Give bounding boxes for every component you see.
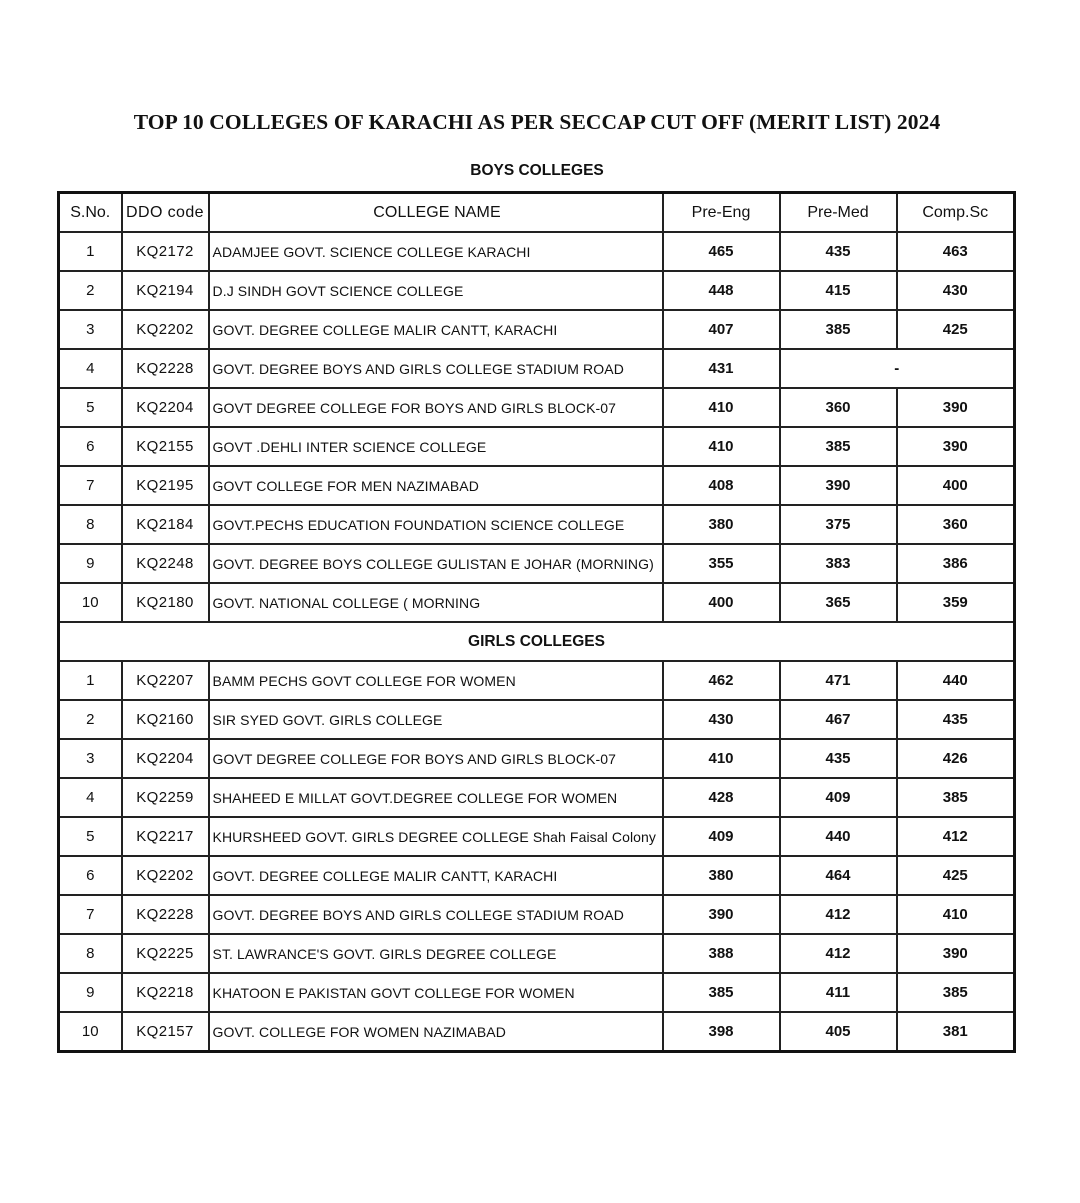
header-pre-med: Pre-Med: [780, 193, 897, 233]
header-college-name: COLLEGE NAME: [209, 193, 663, 233]
cell-pre-eng: 431: [663, 349, 780, 388]
cell-comp-sc: 426: [897, 739, 1015, 778]
cell-pre-med: 375: [780, 505, 897, 544]
cell-comp-sc: 381: [897, 1012, 1015, 1052]
cell-college-name: SHAHEED E MILLAT GOVT.DEGREE COLLEGE FOR WOMEN: [209, 778, 663, 817]
cell-college-name: KHATOON E PAKISTAN GOVT COLLEGE FOR WOMEN: [209, 973, 663, 1012]
cell-pre-eng: 407: [663, 310, 780, 349]
page-title: TOP 10 COLLEGES OF KARACHI AS PER SECCAP CUT OFF (MERIT LIST) 2024: [133, 110, 941, 134]
cell-sno: 4: [59, 349, 122, 388]
header-ddo-code: DDO code: [122, 193, 209, 233]
cell-ddo-code: KQ2228: [122, 349, 209, 388]
cell-ddo-code: KQ2207: [122, 661, 209, 700]
cell-ddo-code: KQ2184: [122, 505, 209, 544]
cell-pre-eng: 400: [663, 583, 780, 622]
cell-college-name: ADAMJEE GOVT. SCIENCE COLLEGE KARACHI: [209, 232, 663, 271]
table-row: [59, 973, 1015, 1012]
cell-pre-eng: 448: [663, 271, 780, 310]
cell-college-name: D.J SINDH GOVT SCIENCE COLLEGE: [209, 271, 663, 310]
girls-section: [59, 622, 1015, 1052]
cell-pre-med: 435: [780, 232, 897, 271]
cell-sno: 10: [59, 1012, 122, 1052]
cell-ddo-code: KQ2225: [122, 934, 209, 973]
cell-college-name: GOVT .DEHLI INTER SCIENCE COLLEGE: [209, 427, 663, 466]
cell-merged-dash: -: [780, 349, 1015, 388]
table-row: [59, 505, 1015, 544]
cell-sno: 4: [59, 778, 122, 817]
table-row: [59, 583, 1015, 622]
table-row: [59, 934, 1015, 973]
cell-college-name: KHURSHEED GOVT. GIRLS DEGREE COLLEGE Shah Faisal Colony: [209, 817, 663, 856]
cell-pre-eng: 409: [663, 817, 780, 856]
cell-pre-med: 440: [780, 817, 897, 856]
cell-pre-eng: 390: [663, 895, 780, 934]
cell-comp-sc: 430: [897, 271, 1015, 310]
cell-pre-med: 412: [780, 934, 897, 973]
cell-comp-sc: 360: [897, 505, 1015, 544]
cell-college-name: ST. LAWRANCE'S GOVT. GIRLS DEGREE COLLEGE: [209, 934, 663, 973]
cell-pre-med: 471: [780, 661, 897, 700]
cell-pre-eng: 410: [663, 739, 780, 778]
cell-sno: 1: [59, 232, 122, 271]
table-row: [59, 349, 1015, 388]
cell-ddo-code: KQ2248: [122, 544, 209, 583]
cell-comp-sc: 440: [897, 661, 1015, 700]
cell-sno: 5: [59, 817, 122, 856]
cell-college-name: GOVT. DEGREE COLLEGE MALIR CANTT, KARACHI: [209, 310, 663, 349]
cell-sno: 3: [59, 310, 122, 349]
cell-sno: 1: [59, 661, 122, 700]
cell-pre-eng: 380: [663, 505, 780, 544]
merit-table: [57, 191, 1016, 1053]
cell-pre-eng: 355: [663, 544, 780, 583]
cell-pre-med: 390: [780, 466, 897, 505]
cell-sno: 6: [59, 427, 122, 466]
cell-comp-sc: 463: [897, 232, 1015, 271]
header-pre-eng: Pre-Eng: [663, 193, 780, 233]
cell-comp-sc: 359: [897, 583, 1015, 622]
table-row: [59, 895, 1015, 934]
cell-sno: 3: [59, 739, 122, 778]
cell-comp-sc: 435: [897, 700, 1015, 739]
cell-pre-med: 409: [780, 778, 897, 817]
cell-comp-sc: 390: [897, 934, 1015, 973]
cell-sno: 7: [59, 466, 122, 505]
cell-sno: 8: [59, 505, 122, 544]
cell-sno: 9: [59, 544, 122, 583]
table-row: [59, 232, 1015, 271]
cell-pre-med: 412: [780, 895, 897, 934]
cell-pre-eng: 385: [663, 973, 780, 1012]
cell-pre-eng: 462: [663, 661, 780, 700]
table-row: [59, 388, 1015, 427]
header-sno: S.No.: [59, 193, 122, 233]
table-row: [59, 739, 1015, 778]
cell-sno: 5: [59, 388, 122, 427]
cell-pre-eng: 410: [663, 427, 780, 466]
cell-sno: 2: [59, 700, 122, 739]
header-comp-sc: Comp.Sc: [897, 193, 1015, 233]
cell-ddo-code: KQ2180: [122, 583, 209, 622]
table-row: [59, 310, 1015, 349]
cell-pre-med: 435: [780, 739, 897, 778]
cell-college-name: BAMM PECHS GOVT COLLEGE FOR WOMEN: [209, 661, 663, 700]
cell-pre-med: 467: [780, 700, 897, 739]
table-row: [59, 427, 1015, 466]
girls-heading-row: [59, 622, 1015, 661]
cell-pre-eng: 428: [663, 778, 780, 817]
cell-pre-med: 385: [780, 310, 897, 349]
cell-pre-med: 464: [780, 856, 897, 895]
cell-ddo-code: KQ2195: [122, 466, 209, 505]
cell-pre-eng: 410: [663, 388, 780, 427]
table-row: [59, 778, 1015, 817]
table-row: [59, 700, 1015, 739]
cell-ddo-code: KQ2217: [122, 817, 209, 856]
boys-colleges-body: [59, 232, 1015, 622]
cell-ddo-code: KQ2194: [122, 271, 209, 310]
cell-pre-med: 385: [780, 427, 897, 466]
cell-pre-eng: 408: [663, 466, 780, 505]
cell-comp-sc: 390: [897, 427, 1015, 466]
cell-ddo-code: KQ2160: [122, 700, 209, 739]
cell-college-name: SIR SYED GOVT. GIRLS COLLEGE: [209, 700, 663, 739]
cell-ddo-code: KQ2204: [122, 388, 209, 427]
cell-sno: 6: [59, 856, 122, 895]
boys-colleges-heading: BOYS COLLEGES: [470, 162, 604, 179]
cell-comp-sc: 385: [897, 778, 1015, 817]
cell-pre-med: 360: [780, 388, 897, 427]
cell-ddo-code: KQ2218: [122, 973, 209, 1012]
table-row: [59, 817, 1015, 856]
table-row: [59, 544, 1015, 583]
cell-ddo-code: KQ2259: [122, 778, 209, 817]
cell-sno: 2: [59, 271, 122, 310]
cell-pre-eng: 430: [663, 700, 780, 739]
cell-sno: 9: [59, 973, 122, 1012]
cell-pre-eng: 380: [663, 856, 780, 895]
cell-college-name: GOVT. DEGREE COLLEGE MALIR CANTT, KARACHI: [209, 856, 663, 895]
cell-ddo-code: KQ2202: [122, 310, 209, 349]
cell-comp-sc: 400: [897, 466, 1015, 505]
cell-college-name: GOVT. DEGREE BOYS COLLEGE GULISTAN E JOHAR (MORNING): [209, 544, 663, 583]
cell-comp-sc: 390: [897, 388, 1015, 427]
cell-comp-sc: 385: [897, 973, 1015, 1012]
cell-ddo-code: KQ2202: [122, 856, 209, 895]
cell-college-name: GOVT DEGREE COLLEGE FOR BOYS AND GIRLS BLOCK-07: [209, 388, 663, 427]
cell-college-name: GOVT. COLLEGE FOR WOMEN NAZIMABAD: [209, 1012, 663, 1052]
cell-pre-med: 415: [780, 271, 897, 310]
table-row: [59, 661, 1015, 700]
cell-ddo-code: KQ2204: [122, 739, 209, 778]
cell-comp-sc: 425: [897, 310, 1015, 349]
cell-ddo-code: KQ2172: [122, 232, 209, 271]
cell-comp-sc: 425: [897, 856, 1015, 895]
cell-pre-med: 365: [780, 583, 897, 622]
cell-sno: 7: [59, 895, 122, 934]
table-row: [59, 856, 1015, 895]
cell-sno: 8: [59, 934, 122, 973]
cell-college-name: GOVT. DEGREE BOYS AND GIRLS COLLEGE STADIUM ROAD: [209, 895, 663, 934]
cell-ddo-code: KQ2155: [122, 427, 209, 466]
cell-comp-sc: 410: [897, 895, 1015, 934]
cell-pre-med: 405: [780, 1012, 897, 1052]
cell-college-name: GOVT. NATIONAL COLLEGE ( MORNING: [209, 583, 663, 622]
cell-ddo-code: KQ2157: [122, 1012, 209, 1052]
cell-pre-med: 411: [780, 973, 897, 1012]
cell-college-name: GOVT DEGREE COLLEGE FOR BOYS AND GIRLS BLOCK-07: [209, 739, 663, 778]
cell-college-name: GOVT.PECHS EDUCATION FOUNDATION SCIENCE COLLEGE: [209, 505, 663, 544]
cell-college-name: GOVT COLLEGE FOR MEN NAZIMABAD: [209, 466, 663, 505]
cell-comp-sc: 412: [897, 817, 1015, 856]
header-row: [59, 193, 1015, 233]
cell-comp-sc: 386: [897, 544, 1015, 583]
cell-ddo-code: KQ2228: [122, 895, 209, 934]
cell-pre-eng: 398: [663, 1012, 780, 1052]
cell-pre-eng: 465: [663, 232, 780, 271]
table-row: [59, 466, 1015, 505]
cell-college-name: GOVT. DEGREE BOYS AND GIRLS COLLEGE STADIUM ROAD: [209, 349, 663, 388]
cell-pre-eng: 388: [663, 934, 780, 973]
cell-sno: 10: [59, 583, 122, 622]
girls-colleges-heading: GIRLS COLLEGES: [59, 622, 1015, 661]
table-row: [59, 271, 1015, 310]
cell-pre-med: 383: [780, 544, 897, 583]
table-row: [59, 1012, 1015, 1052]
